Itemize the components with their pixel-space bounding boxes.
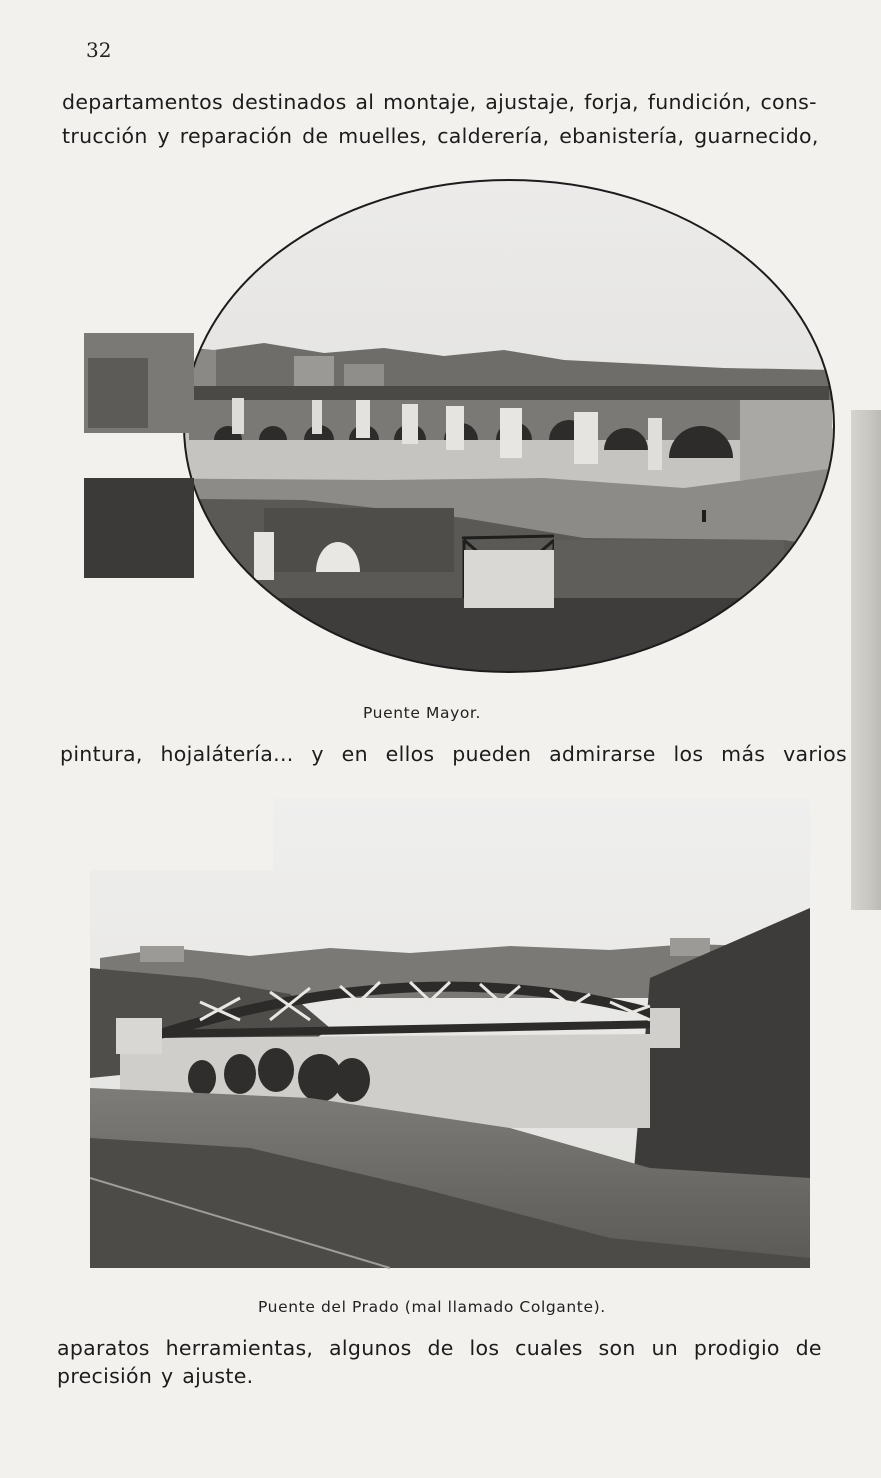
- intro-line-1: departamentos destinados al montaje, ajustaje, forja, fundición, cons-: [62, 90, 817, 114]
- puente-mayor-photo: [84, 178, 836, 676]
- intro-line-2: trucción y reparación de muelles, calderería, ebanistería, guarnecido,: [62, 124, 819, 148]
- page-edge-strip: [851, 410, 881, 910]
- page-number: 32: [86, 38, 112, 62]
- middle-line: pintura, hojalátería... y en ellos pueden admirarse los más varios: [60, 742, 847, 766]
- caption-puente-mayor: Puente Mayor.: [363, 704, 482, 722]
- closing-line-1: aparatos herramientas, algunos de los cuales son un prodigio de: [57, 1336, 822, 1360]
- closing-line-2: precisión y ajuste.: [57, 1364, 254, 1388]
- puente-del-prado-photo: [90, 798, 812, 1280]
- caption-puente-del-prado: Puente del Prado (mal llamado Colgante).: [258, 1298, 606, 1316]
